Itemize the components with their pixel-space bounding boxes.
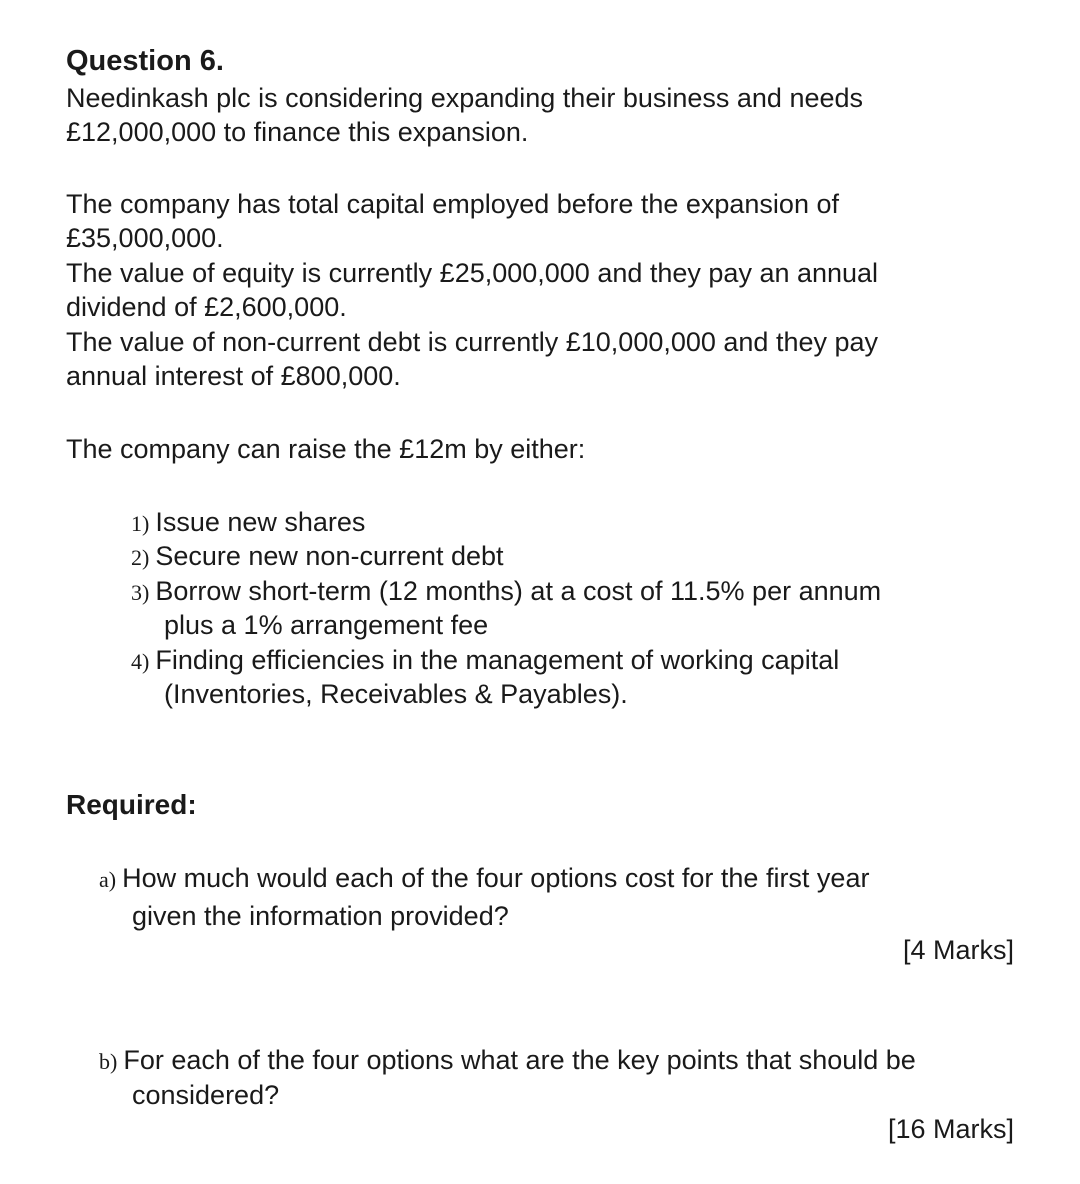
- facts-line-1: The company has total capital employed before the expansion of: [66, 189, 839, 219]
- question-title: Question 6.: [66, 45, 224, 77]
- option-item-3-cont: plus a 1% arrangement fee: [164, 610, 489, 640]
- option-number: 4): [131, 649, 150, 674]
- facts-line-5: The value of non-current debt is currently £10,000,000 and they pay: [66, 327, 879, 357]
- part-letter: b): [99, 1049, 118, 1074]
- required-part-b-cont: considered?: [132, 1080, 280, 1110]
- option-text: Borrow short-term (12 months) at a cost of 11.5% per annum: [155, 576, 882, 606]
- facts-line-3: The value of equity is currently £25,000,000 and they pay an annual: [66, 258, 879, 288]
- part-text: For each of the four options what are the key points that should be: [123, 1045, 916, 1075]
- facts-line-2: £35,000,000.: [66, 223, 224, 253]
- required-part-a: [99, 861, 869, 897]
- required-part-b: [99, 1043, 916, 1079]
- options-lead: The company can raise the £12m by either:: [66, 434, 586, 464]
- option-item-4: [131, 643, 839, 679]
- option-number: 2): [131, 545, 150, 570]
- option-number: 3): [131, 580, 150, 605]
- option-item-2: [131, 539, 504, 575]
- intro-line-2: £12,000,000 to finance this expansion.: [66, 117, 529, 147]
- option-number: 1): [131, 511, 150, 536]
- facts-line-4: dividend of £2,600,000.: [66, 292, 347, 322]
- required-part-a-cont: given the information provided?: [132, 901, 509, 931]
- part-letter: a): [99, 867, 117, 892]
- option-text: Issue new shares: [155, 507, 366, 537]
- option-item-4-cont: (Inventories, Receivables & Payables).: [164, 679, 628, 709]
- marks-part-b: [16 Marks]: [887, 1114, 1014, 1144]
- facts-line-6: annual interest of £800,000.: [66, 361, 401, 391]
- marks-part-a: [4 Marks]: [902, 935, 1014, 965]
- required-heading: Required:: [66, 789, 197, 820]
- option-text: Finding efficiencies in the management of working capital: [155, 645, 840, 675]
- option-item-1: [131, 505, 365, 541]
- option-text: Secure new non-current debt: [155, 541, 504, 571]
- option-item-3: [131, 574, 881, 610]
- part-text: How much would each of the four options cost for the first year: [122, 863, 870, 893]
- intro-line-1: Needinkash plc is considering expanding their business and needs: [66, 83, 864, 113]
